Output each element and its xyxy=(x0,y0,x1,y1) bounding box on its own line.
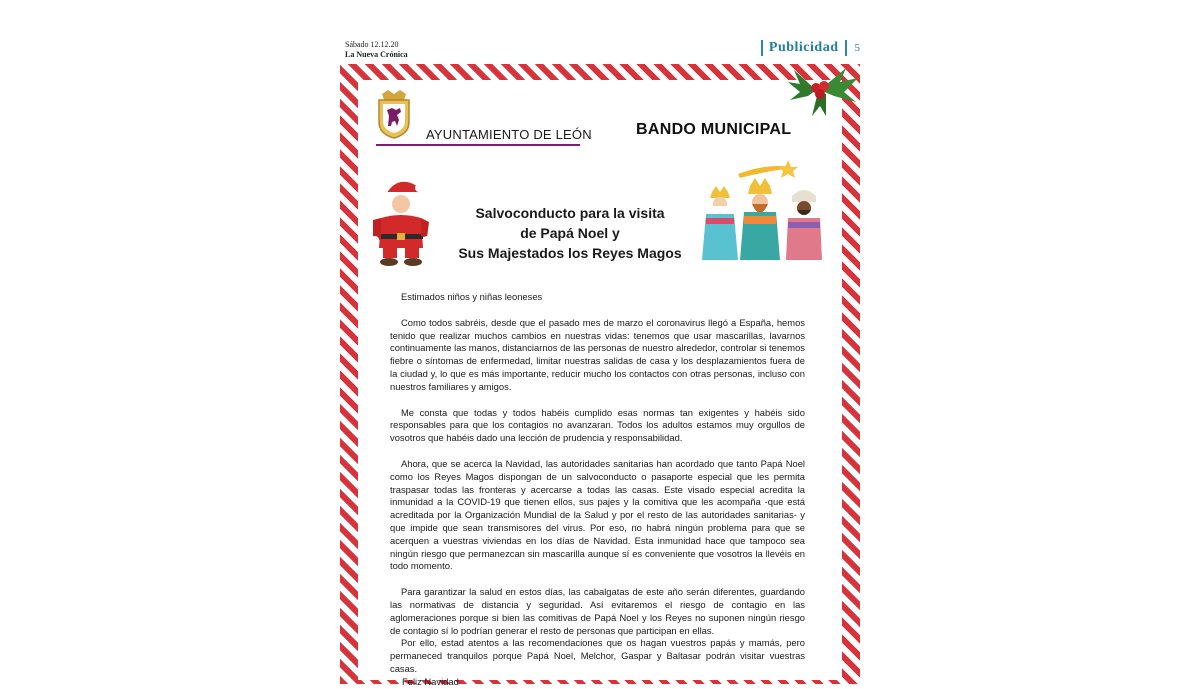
body-paragraph: Por ello, estad atentos a las recomendaciones que os hagan vuestros papás y mamás, pero permaneced tranquilos porque Papá Noel, Melchor, Gaspar y Baltasar podrán visitar vuestras casas. xyxy=(390,637,805,674)
greeting: Estimados niños y niñas leoneses xyxy=(401,291,543,302)
title-line: Sus Majestados los Reyes Magos xyxy=(458,245,682,261)
santa-claus-icon xyxy=(367,174,435,266)
body-paragraph: Para garantizar la salud en estos días, las cabalgatas de este año serán diferentes, guardando las normativas de distancia y seguridad. Así evitaremos el riesgo de contagio en las aglomeraciones porque si bien las comitivas de Papá Noel y los Reyes no suponen ningún riesgo de contagio sí lo podrían generar el resto de personas que participan en ellas. xyxy=(390,586,805,636)
divider xyxy=(761,40,763,56)
page-number: 5 xyxy=(854,42,860,54)
title-line: de Papá Noel y xyxy=(520,225,620,241)
holly-icon xyxy=(786,62,860,118)
leon-coat-of-arms-icon xyxy=(374,88,414,140)
newspaper-name: La Nueva Crónica xyxy=(345,50,408,59)
divider xyxy=(845,40,847,56)
notice-heading: BANDO MUNICIPAL xyxy=(636,121,792,138)
body-paragraph: Ahora, que se acerca la Navidad, las autoridades sanitarias han acordado que tanto Papá Noel como los Reyes Magos dispongan de un salvoconducto o pasaporte especial que les permita traspasar todas las fronteras y acercarse a todas las casas. Este visado especial acredita la inmunidad a la COVID-19 que tienen ellos, sus pajes y la comitiva que les acompaña -que está acreditada por la Organización Mundial de la Salud y por el resto de las autoridades sanitarias- y que impide que sean transmisores del virus. Por eso, no habrá ningún problema para que se acerquen a vuestras viviendas en los días de Navidad. Esta inmunidad hace que tampoco sea ningún riesgo que permanezcan sin mascarilla aunque sí es conveniente que vosotros la llevéis en todo momento. xyxy=(390,457,805,572)
section-label: Publicidad xyxy=(768,40,839,55)
title-line: Salvoconducto para la visita xyxy=(475,205,665,221)
body-paragraph: Me consta que todas y todos habéis cumplido esas normas tan exigentes y habéis sido responsables para que los contagios no avanzaran. Todos los adultos estamos muy orgullos de vosotros que habéis dado una lección de prudencia y responsabilidad. xyxy=(390,406,805,444)
page-header-right xyxy=(761,40,860,56)
institution-name: AYUNTAMIENTO DE LEÓN xyxy=(426,127,592,142)
issue-date: Sábado 12.12.20 xyxy=(345,40,399,49)
page-header-left xyxy=(345,40,408,60)
notice-body xyxy=(390,291,805,689)
closing: Feliz Navidad xyxy=(402,675,459,687)
notice-title xyxy=(430,203,710,263)
three-kings-icon xyxy=(700,156,824,264)
institution-underline xyxy=(376,144,580,146)
body-paragraph: Como todos sabréis, desde que el pasado mes de marzo el coronavirus llegó a España, hemos tenido que realizar muchos cambios en nuestras vidas: tenemos que usar mascarillas, lavarnos continuamente las manos, distanciarnos de las personas de nuestro alrededor, controlar si tenemos fiebre o síntomas de enfermedad, limitar nuestras salidas de casa y los desplazamientos fuera de la ciudad y, lo que es más importante, reducir mucho los contactos con otras personas, incluso con nuestros familiares y amigos. xyxy=(390,316,805,392)
